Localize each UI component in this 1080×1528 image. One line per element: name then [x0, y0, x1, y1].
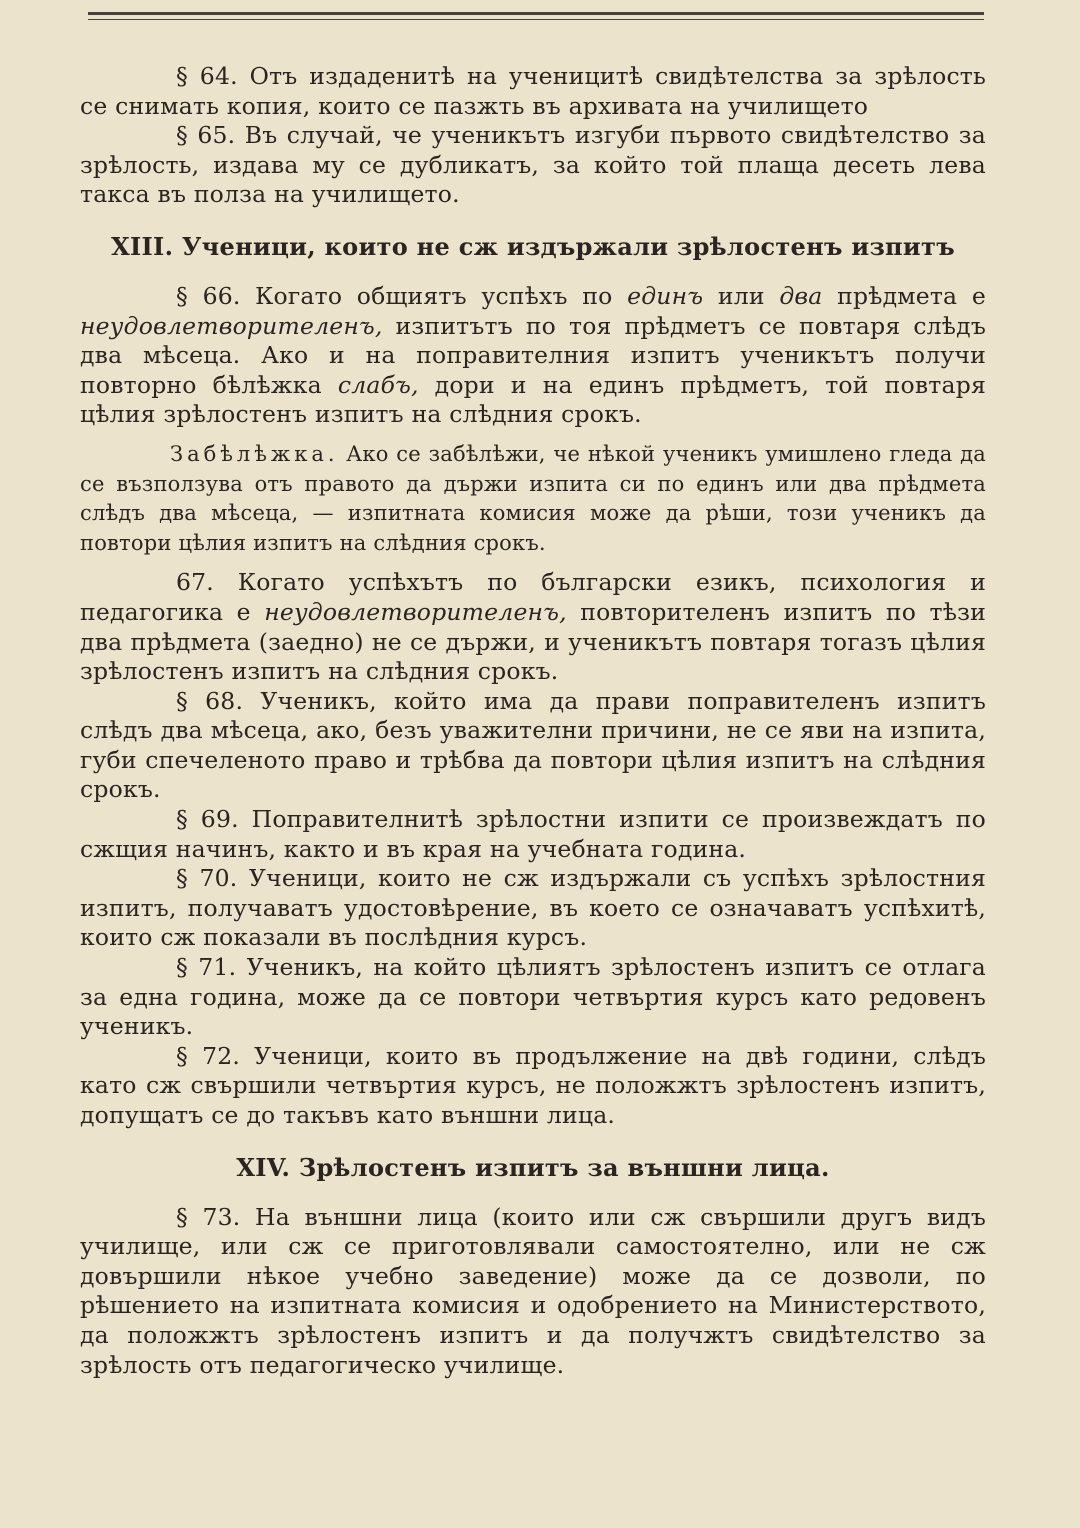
p66-text-a: § 66. Когато общиятъ успѣхъ по [176, 281, 628, 310]
paragraph-66 [80, 282, 986, 430]
p66-text-d: изпитътъ по тоя прѣдметъ се повтаря слѣдъ два мѣсеца. Ако и на поправителния изпитъ ученикътъ получи повторно бѣлѣжка [80, 311, 986, 399]
paragraph-64: § 64. Отъ издаденитѣ на ученицитѣ свидѣтелства за зрѣлость се снимать копия, които се пазжть въ архивата на училището [80, 62, 986, 120]
p66-text-b: или [703, 281, 780, 310]
note-label: Забѣлѣжка. [170, 441, 339, 466]
p66-italic-3: неудовлетворителенъ, [80, 311, 383, 340]
page-content [80, 62, 986, 1380]
paragraph-67 [80, 568, 986, 686]
p66-italic-4: слабъ, [337, 370, 419, 399]
spacer [80, 430, 986, 440]
p67-text-a: 67. Когато успѣхътъ по български езикъ, психология и педагогика е [80, 568, 986, 626]
paragraph-73: § 73. На външни лица (които или сж свършили другъ видъ училище, или сж се приготовлявали самостоятелно, или не сж довършили нѣкое учебно заведение) може да се дозволи, по рѣшението на изпитната комисия и одобрението на Министерството, да положжтъ зрѣлостенъ изпитъ и да получжтъ свидѣтелство за зрѣлость отъ педагогическо училище. [80, 1202, 986, 1379]
note-text: Ако се забѣлѣжи, че нѣкой ученикъ умишлено гледа да се възползува отъ правото да държи изпита си по единъ или два прѣдмета слѣдъ два мѣсеца, — изпитната комисия може да рѣши, този ученикъ да повтори цѣлия изпитъ на слѣдния срокъ. [80, 441, 986, 555]
p66-text-c: прѣдмета е [822, 281, 987, 310]
section-heading-13: XIII. Ученици, които не сж издържали зрѣлостенъ изпитъ [111, 231, 955, 261]
p67-italic: неудовлетворителенъ, [264, 597, 567, 626]
paragraph-68: § 68. Ученикъ, който има да прави поправителенъ изпитъ слѣдъ два мѣсеца, ако, безъ уважителни причини, не се яви на изпита, губи спечеленото право и трѣбва да повтори цѣлия изпитъ на слѣдния срокъ. [80, 686, 986, 804]
paragraph-71: § 71. Ученикъ, на който цѣлиятъ зрѣлостенъ изпитъ се отлага за една година, може да се повтори четвъртия курсъ като редовенъ ученикъ. [80, 953, 986, 1041]
paragraph-72: § 72. Ученици, които въ продължение на двѣ години, слѣдъ като сж свършили четвъртия курсъ, не положжтъ зрѣлостенъ изпитъ, допущатъ се до такъвъ като външни лица. [80, 1041, 986, 1129]
paragraph-69: § 69. Поправителнитѣ зрѣлостни изпити се произвеждатъ по сжщия начинъ, както и въ края на учебната година. [80, 805, 986, 863]
section-heading-14: XIV. Зрѣлостенъ изпитъ за външни лица. [236, 1152, 830, 1182]
note-paragraph [80, 440, 986, 558]
paragraph-65: § 65. Въ случай, че ученикътъ изгуби първото свидѣтелство за зрѣлость, издава му се дубликатъ, за който той плаща десеть лева такса въ полза на училището. [80, 121, 986, 209]
p67-text-b: повторителенъ изпитъ по тѣзи два прѣдмета (заедно) не се държи, и ученикътъ повтаря тогазъ цѣлия зрѣлостенъ изпитъ на слѣдния срокъ. [80, 597, 987, 686]
p66-text-e: дори и на единъ прѣдметъ, той повтаря цѣлия зрѣлостенъ изпитъ на слѣдния срокъ. [80, 370, 986, 429]
paragraph-70: § 70. Ученици, които не сж издържали съ успѣхъ зрѣлостния изпитъ, получаватъ удостовѣрение, въ което се означаватъ успѣхитѣ, които сж показали въ послѣдния курсъ. [80, 864, 986, 952]
top-rule [88, 12, 984, 20]
p66-italic-2: два [779, 281, 823, 310]
p66-italic-1: единъ [627, 281, 704, 310]
spacer [80, 558, 986, 568]
